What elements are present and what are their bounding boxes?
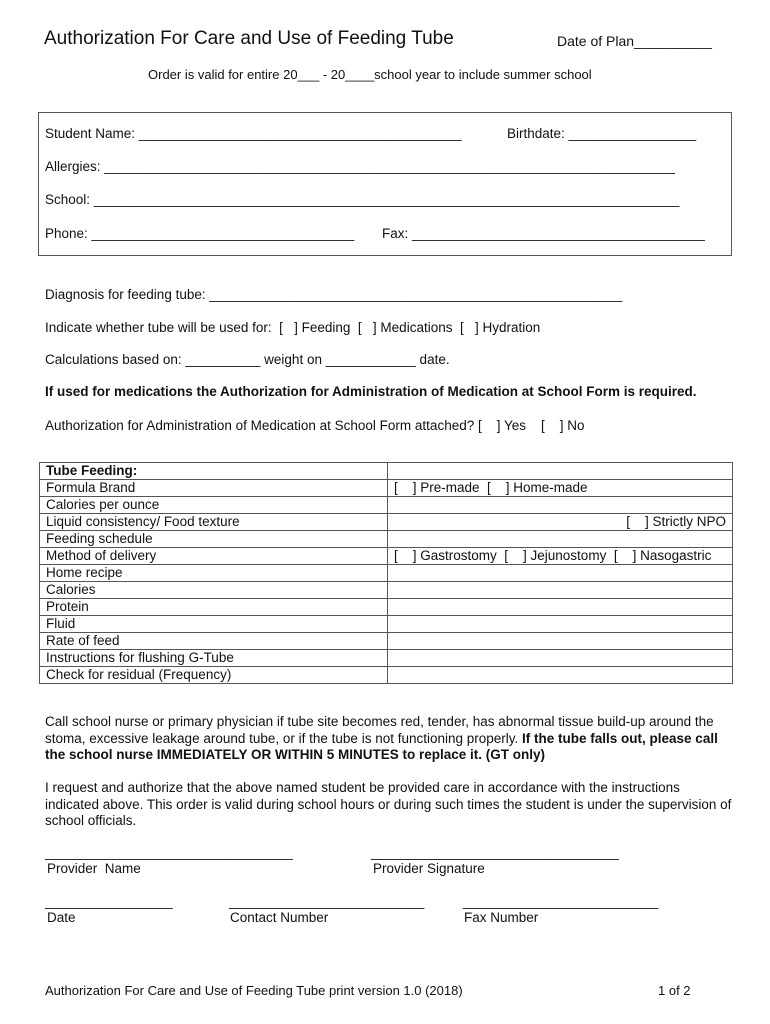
table-row	[40, 633, 733, 650]
form-title: Authorization For Care and Use of Feeding Tube	[44, 28, 454, 49]
row-value[interactable]	[388, 565, 733, 582]
row-value[interactable]	[388, 531, 733, 548]
contact-number-label: Contact Number	[230, 910, 329, 925]
phone-field[interactable]: Phone: ___________________________________	[45, 226, 355, 241]
formula-brand-checkboxes[interactable]: [ ] Pre-made [ ] Home-made	[388, 480, 733, 497]
birthdate-field[interactable]: Birthdate: _________________	[507, 126, 697, 141]
student-name-field[interactable]: Student Name: ___________________________________________	[45, 126, 462, 141]
table-row	[40, 463, 733, 480]
footer-version: Authorization For Care and Use of Feeding Tube print version 1.0 (2018)	[45, 983, 463, 998]
provider-name-line[interactable]: _________________________________	[45, 845, 293, 860]
row-value[interactable]	[388, 582, 733, 599]
row-value[interactable]	[388, 667, 733, 684]
date-of-plan-field[interactable]: Date of Plan__________	[557, 33, 712, 49]
page-number: 1 of 2	[658, 983, 691, 998]
table-row	[40, 531, 733, 548]
date-label: Date	[47, 910, 76, 925]
tube-feeding-table	[39, 462, 733, 684]
row-value[interactable]	[388, 650, 733, 667]
row-value[interactable]	[388, 497, 733, 514]
row-label: Method of delivery	[40, 548, 388, 565]
medication-requirement-notice: If used for medications the Authorization for Administration of Medication at School Form is required.	[45, 384, 697, 399]
fax-number-line[interactable]: __________________________	[463, 894, 659, 909]
provider-signature-line[interactable]: _________________________________	[371, 845, 619, 860]
table-row	[40, 616, 733, 633]
row-label: Tube Feeding:	[40, 463, 388, 480]
authorization-request-paragraph: I request and authorize that the above named student be provided care in accordance with the instructions indicated above. This order is valid during school hours or during such times the student is under the supervision of school officials.	[45, 780, 732, 828]
provider-name-label: Provider Name	[47, 861, 141, 876]
date-line[interactable]: _________________	[45, 894, 173, 909]
row-label: Calories	[40, 582, 388, 599]
table-row	[40, 582, 733, 599]
diagnosis-field[interactable]: Diagnosis for feeding tube: _______________________________________________________	[45, 287, 623, 302]
table-row	[40, 514, 733, 531]
school-field[interactable]: School: ______________________________________________________________________________	[45, 192, 680, 207]
table-row	[40, 650, 733, 667]
fax-field[interactable]: Fax: _______________________________________	[382, 226, 705, 241]
row-label: Home recipe	[40, 565, 388, 582]
table-row	[40, 480, 733, 497]
strictly-npo-checkbox[interactable]: [ ] Strictly NPO	[388, 514, 733, 531]
row-label: Calories per ounce	[40, 497, 388, 514]
row-label: Check for residual (Frequency)	[40, 667, 388, 684]
delivery-method-checkboxes[interactable]: [ ] Gastrostomy [ ] Jejunostomy [ ] Nasogastric	[388, 548, 733, 565]
row-label: Instructions for flushing G-Tube	[40, 650, 388, 667]
nurse-call-text: Call school nurse or primary physician if tube site becomes red, tender, has abnormal tissue build-up around the stoma, excessive leakage around tube, or if the tube is not functioning properly.	[45, 714, 714, 746]
row-label: Rate of feed	[40, 633, 388, 650]
table-row	[40, 497, 733, 514]
nurse-call-paragraph	[45, 714, 735, 764]
row-label: Feeding schedule	[40, 531, 388, 548]
row-value[interactable]	[388, 616, 733, 633]
table-row	[40, 565, 733, 582]
tube-falls-out-warning: If the tube falls out, please call the school nurse IMMEDIATELY OR WITHIN 5 MINUTES to replace it. (GT only)	[45, 730, 718, 762]
row-label: Formula Brand	[40, 480, 388, 497]
row-label: Fluid	[40, 616, 388, 633]
row-value[interactable]	[388, 599, 733, 616]
order-validity-text: Order is valid for entire 20___ - 20____school year to include summer school	[148, 67, 592, 82]
row-label: Protein	[40, 599, 388, 616]
contact-number-line[interactable]: __________________________	[229, 894, 425, 909]
allergies-field[interactable]: Allergies: ____________________________________________________________________________	[45, 159, 675, 174]
provider-signature-label: Provider Signature	[373, 861, 485, 876]
row-value[interactable]	[388, 633, 733, 650]
fax-number-label: Fax Number	[464, 910, 539, 925]
table-row	[40, 599, 733, 616]
tube-use-checkboxes[interactable]: Indicate whether tube will be used for: [ ] Feeding [ ] Medications [ ] Hydration	[45, 320, 541, 335]
table-row	[40, 667, 733, 684]
table-row	[40, 548, 733, 565]
medication-form-attached-checkboxes[interactable]: Authorization for Administration of Medication at School Form attached? [ ] Yes [ ] No	[45, 418, 585, 433]
row-value[interactable]	[388, 463, 733, 480]
row-label: Liquid consistency/ Food texture	[40, 514, 388, 531]
student-info-box	[38, 112, 732, 256]
calculations-field[interactable]: Calculations based on: __________ weight on ____________ date.	[45, 352, 450, 367]
